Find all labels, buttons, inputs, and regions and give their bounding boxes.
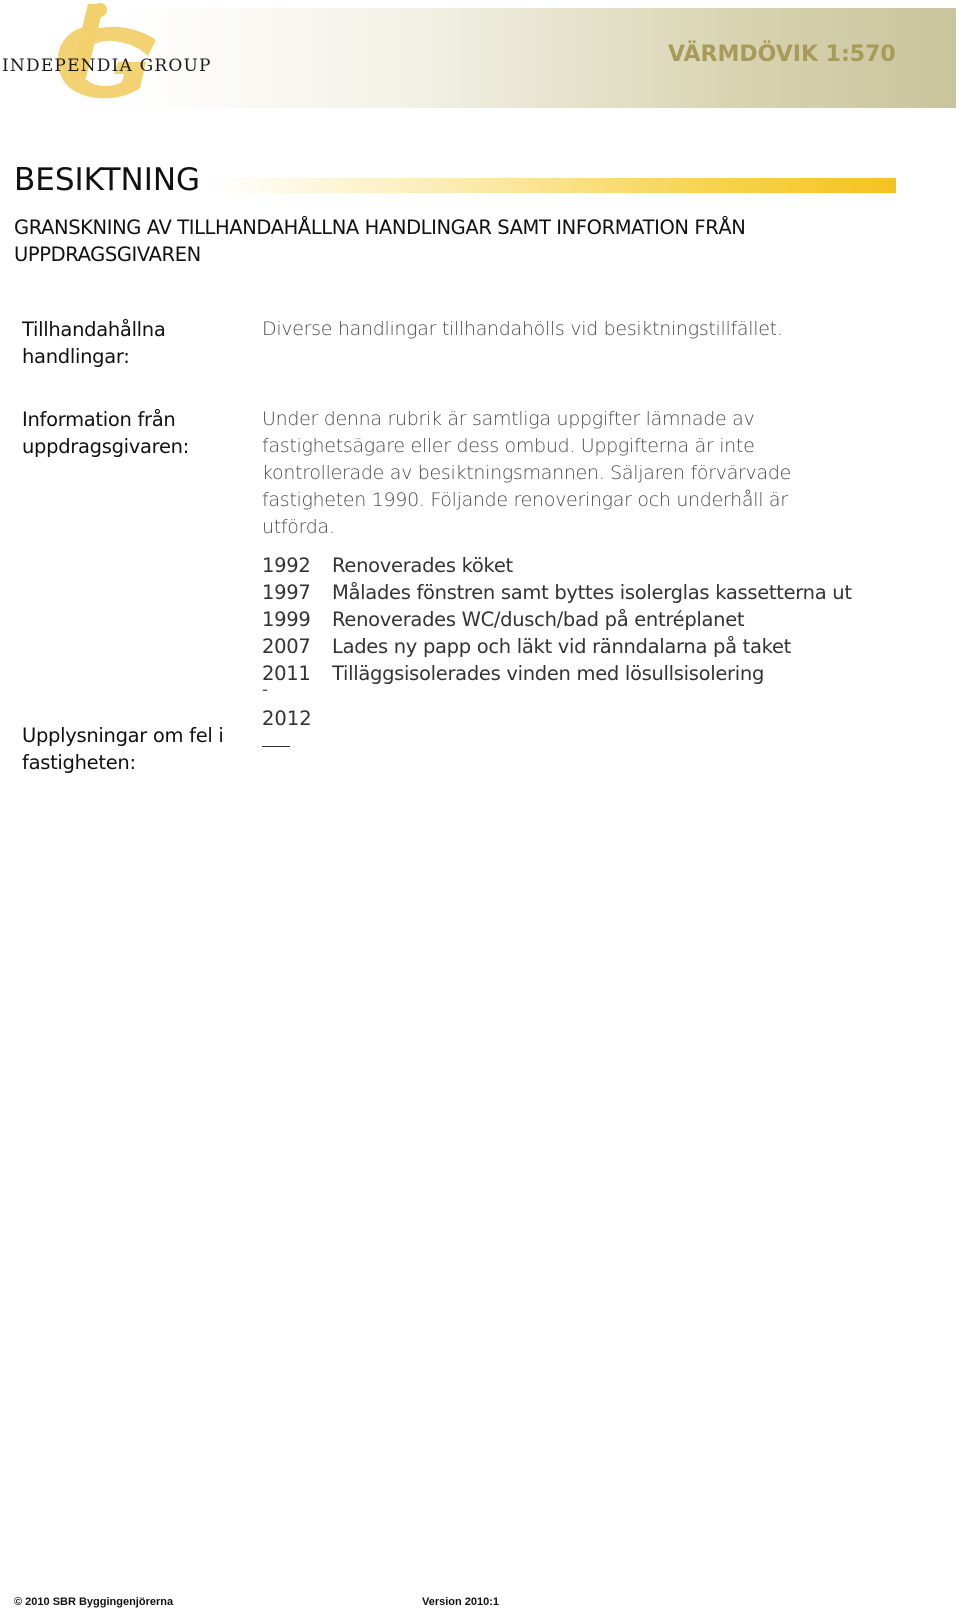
faults-label: Upplysningar om fel i fastigheten: xyxy=(22,724,224,774)
renovation-row xyxy=(262,660,852,687)
project-title: VÄRMDÖVIK 1:570 xyxy=(668,42,896,67)
renovation-row xyxy=(262,552,852,579)
renovation-dash: - xyxy=(262,680,269,700)
info-value: Under denna rubrik är samtliga uppgifter lämnade av fastighetsägare eller dess ombud. Uppgifterna är inte kontrollerade av besiktningsmannen. Säljaren förvärvade fastigheten 1990. Följande renoveringar och underhåll är utförda. xyxy=(262,408,791,538)
documents-label: Tillhandahållna handlingar: xyxy=(22,318,166,368)
renovation-text: Renoverades köket xyxy=(332,554,513,577)
renovation-row xyxy=(262,606,852,633)
renovation-row xyxy=(262,579,852,606)
renovation-text: Tilläggsisolerades vinden med lösullsisolering xyxy=(332,662,765,685)
title-accent-bar xyxy=(210,178,896,193)
renovation-year: 1999 xyxy=(262,608,311,631)
section-title: BESIKTNING xyxy=(14,162,201,198)
renovation-year: 2007 xyxy=(262,635,311,658)
renovation-text: Målades fönstren samt byttes isolerglas kassetterna ut xyxy=(332,581,852,604)
renovation-text: Lades ny papp och läkt vid ränndalarna på taket xyxy=(332,635,791,658)
info-label: Information från uppdragsgivaren: xyxy=(22,408,189,458)
renovation-row xyxy=(262,633,852,660)
renovation-year: 1992 xyxy=(262,554,311,577)
renovation-list xyxy=(262,552,852,687)
renovation-year: 1997 xyxy=(262,581,311,604)
footer-copyright: © 2010 SBR Byggingenjörerna xyxy=(14,1596,174,1608)
renovation-year: 2011 xyxy=(262,662,311,685)
company-logo xyxy=(0,0,210,112)
section-subtitle: GRANSKNING AV TILLHANDAHÅLLNA HANDLINGAR SAMT INFORMATION FRÅN UPPDRAGSGIVAREN xyxy=(14,216,746,266)
faults-value xyxy=(262,746,290,747)
logo-text: INDEPENDIA GROUP xyxy=(2,56,212,76)
footer-version: Version 2010:1 xyxy=(422,1596,500,1608)
renovation-text: Renoverades WC/dusch/bad på entréplanet xyxy=(332,608,745,631)
documents-value: Diverse handlingar tillhandahölls vid besiktningstillfället. xyxy=(262,318,783,340)
renovation-year-2012: 2012 xyxy=(262,707,312,730)
